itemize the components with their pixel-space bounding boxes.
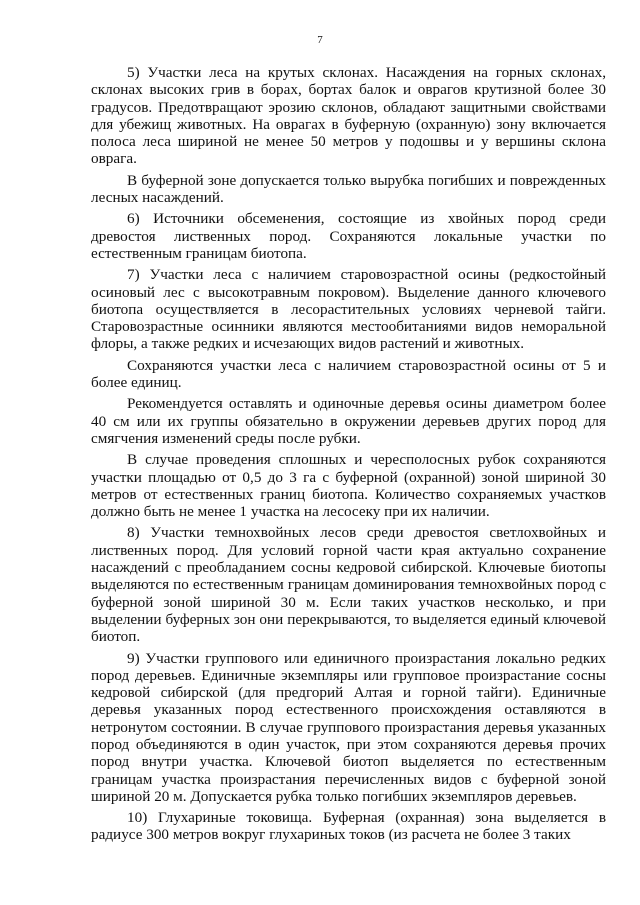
paragraph-item-5: 5) Участки леса на крутых склонах. Насаждения на горных склонах, склонах высоких грив в борах, бортах балок и оврагов крутизной более 30 градусов. Предотвращают эрозию склонов, обладают защитными свойствами для убежищ животных. На оврагах в буферную (охранную) зону включается полоса леса шириной не менее 50 метров у подошвы и у вершины склона оврага. xyxy=(91,64,606,168)
paragraph-item-6: 6) Источники обсеменения, состоящие из хвойных пород среди древостоя лиственных пород. Сохраняются локальные участки по естественным границам биотопа. xyxy=(91,210,606,262)
paragraph-aspen-recommendation: Рекомендуется оставлять и одиночные деревья осины диаметром более 40 см или их группы обязательно в окружении деревьев других пород для смягчения изменений среды после рубки. xyxy=(91,395,606,447)
page-number: 7 xyxy=(317,34,323,46)
paragraph-clear-cutting: В случае проведения сплошных и чересполосных рубок сохраняются участки площадью от 0,5 до 3 га с буферной (охранной) зоной шириной 30 метров от естественных границ биотопа. Количество сохраняемых участков должно быть не менее 1 участка на лесосеку при их наличии. xyxy=(91,451,606,521)
paragraph-buffer-zone: В буферной зоне допускается только вырубка погибших и поврежденных лесных насаждений. xyxy=(91,171,606,207)
paragraph-item-7: 7) Участки леса с наличием старовозрастной осины (редкостойный осиновый лес с высокотравным покровом). Выделение данного ключевого биотопа осуществляется в лесорастительных условиях черневой тайги. Старовозрастные осинники являются местообитаниями видов неморальной флоры, а также редких и исчезающих видов растений и животных. xyxy=(91,266,606,353)
paragraph-aspen-preserved: Сохраняются участки леса с наличием старовозрастной осины от 5 и более единиц. xyxy=(91,356,606,392)
document-body xyxy=(91,64,606,848)
paragraph-item-10: 10) Глухариные токовища. Буферная (охранная) зона выделяется в радиусе 300 метров вокруг глухариных токов (из расчета не более 3 таких xyxy=(91,809,606,844)
paragraph-item-8: 8) Участки темнохвойных лесов среди древостоя светлохвойных и лиственных пород. Для условий горной части края актуально сохранение насаждений с преобладанием сосны кедровой сибирской. Ключевые биотопы выделяются по естественным границам доминирования темнохвойных пород с буферной зоной шириной 30 м. Если таких участков несколько, и при выделении буферных зон они перекрываются, то выделяется единый ключевой биотоп. xyxy=(91,524,606,646)
paragraph-item-9: 9) Участки группового или единичного произрастания локально редких пород деревьев. Единичные экземпляры или групповое произрастание сосны кедровой сибирской (для предгорий Алтая и горной тайги). Единичные деревья указанных пород естественного происхождения оставляются в нетронутом состоянии. В случае группового произрастания деревья указанных пород объединяются в один участок, при этом сохраняются деревья прочих пород внутри участка. Ключевой биотоп выделяется по естественным границам участка произрастания перечисленных видов с буферной зоной шириной 20 м. Допускается рубка только погибших экземпляров деревьев. xyxy=(91,649,606,805)
